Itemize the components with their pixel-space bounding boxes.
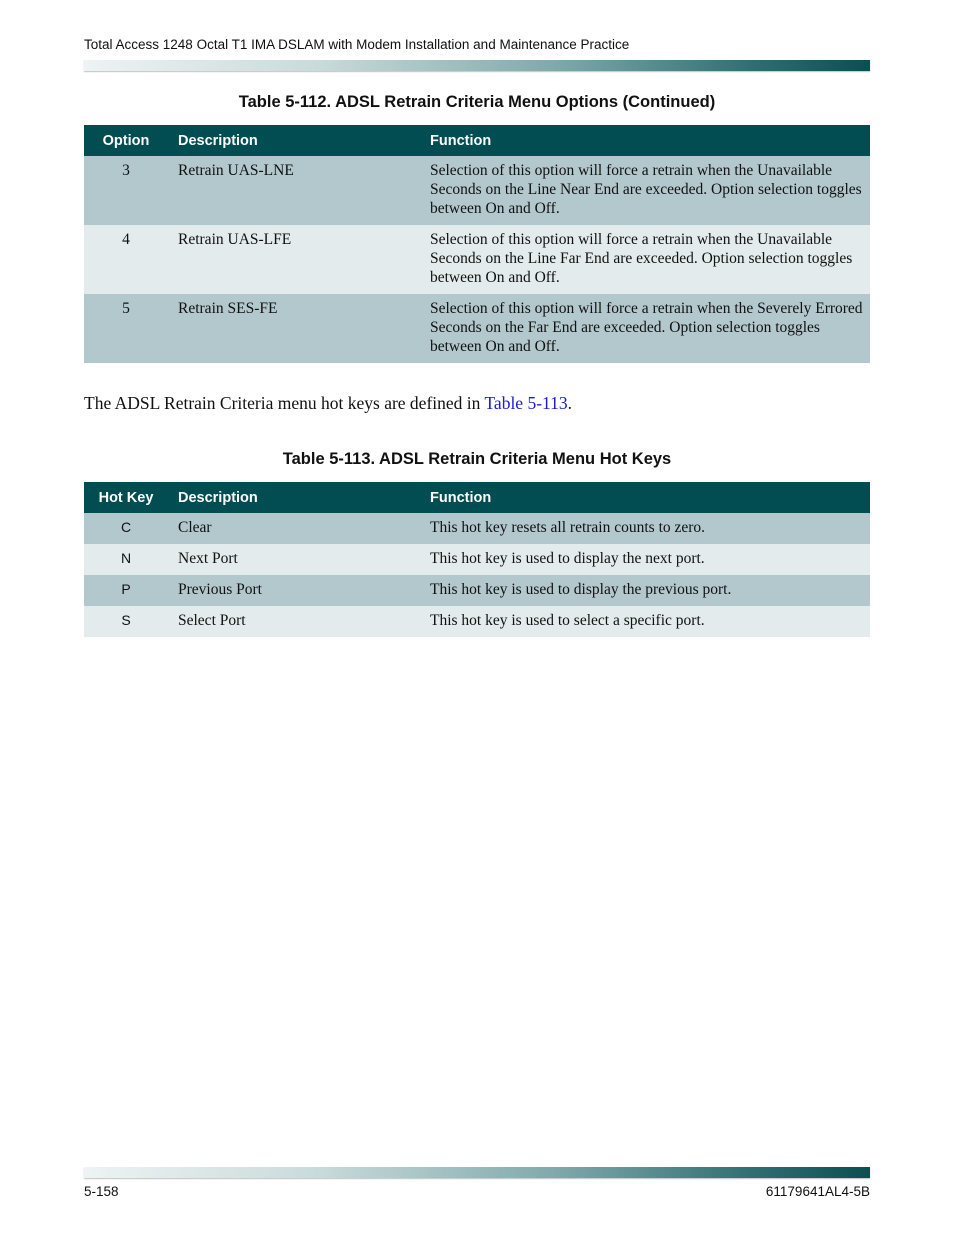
running-header: Total Access 1248 Octal T1 IMA DSLAM with Modem Installation and Maintenance Practice [84, 37, 630, 52]
table-row [84, 294, 870, 363]
table-113 [84, 482, 870, 637]
hot-key-function: This hot key is used to display the previous port. [420, 575, 870, 606]
document-number: 61179641AL4-5B [765, 1184, 870, 1199]
page-number: 5-158 [84, 1184, 119, 1199]
option-description: Retrain SES-FE [168, 294, 420, 363]
table-row [84, 575, 870, 606]
hot-key-function: This hot key is used to display the next port. [420, 544, 870, 575]
column-header-function: Function [420, 125, 870, 156]
hot-key-description: Previous Port [168, 575, 420, 606]
column-header-function: Function [420, 482, 870, 513]
table-113-caption: Table 5-113. ADSL Retrain Criteria Menu Hot Keys [282, 450, 672, 468]
footer-rule-bar [84, 1167, 870, 1178]
option-number: 4 [84, 225, 168, 294]
table-row [84, 544, 870, 575]
table-row [84, 225, 870, 294]
table-112-caption: Table 5-112. ADSL Retrain Criteria Menu Options (Continued) [238, 93, 716, 111]
paragraph-end: . [567, 393, 572, 413]
hot-key: C [84, 513, 168, 544]
table-header-row [84, 125, 870, 156]
table-row [84, 606, 870, 637]
column-header-description: Description [168, 125, 420, 156]
option-number: 5 [84, 294, 168, 363]
hot-key-description: Next Port [168, 544, 420, 575]
table-112 [84, 125, 870, 363]
column-header-hot-key: Hot Key [84, 482, 168, 513]
table-row [84, 156, 870, 225]
option-function: Selection of this option will force a retrain when the Unavailable Seconds on the Line Near End are exceeded. Option selection toggles between On and Off. [420, 156, 870, 225]
hot-key: N [84, 544, 168, 575]
option-description: Retrain UAS-LNE [168, 156, 420, 225]
table-5-113-link[interactable]: Table 5-113 [484, 393, 568, 413]
hot-key: S [84, 606, 168, 637]
option-function: Selection of this option will force a retrain when the Unavailable Seconds on the Line Far End are exceeded. Option selection toggles between On and Off. [420, 225, 870, 294]
hot-key-function: This hot key resets all retrain counts to zero. [420, 513, 870, 544]
table-header-row [84, 482, 870, 513]
option-function: Selection of this option will force a retrain when the Severely Errored Seconds on the Far End are exceeded. Option selection toggles between On and Off. [420, 294, 870, 363]
hot-key-function: This hot key is used to select a specific port. [420, 606, 870, 637]
option-number: 3 [84, 156, 168, 225]
table-row [84, 513, 870, 544]
hot-key: P [84, 575, 168, 606]
hot-key-description: Select Port [168, 606, 420, 637]
option-description: Retrain UAS-LFE [168, 225, 420, 294]
column-header-option: Option [84, 125, 168, 156]
header-rule-bar [84, 60, 870, 71]
hot-key-description: Clear [168, 513, 420, 544]
body-paragraph [84, 393, 572, 414]
column-header-description: Description [168, 482, 420, 513]
paragraph-text: The ADSL Retrain Criteria menu hot keys are defined in [84, 393, 485, 413]
